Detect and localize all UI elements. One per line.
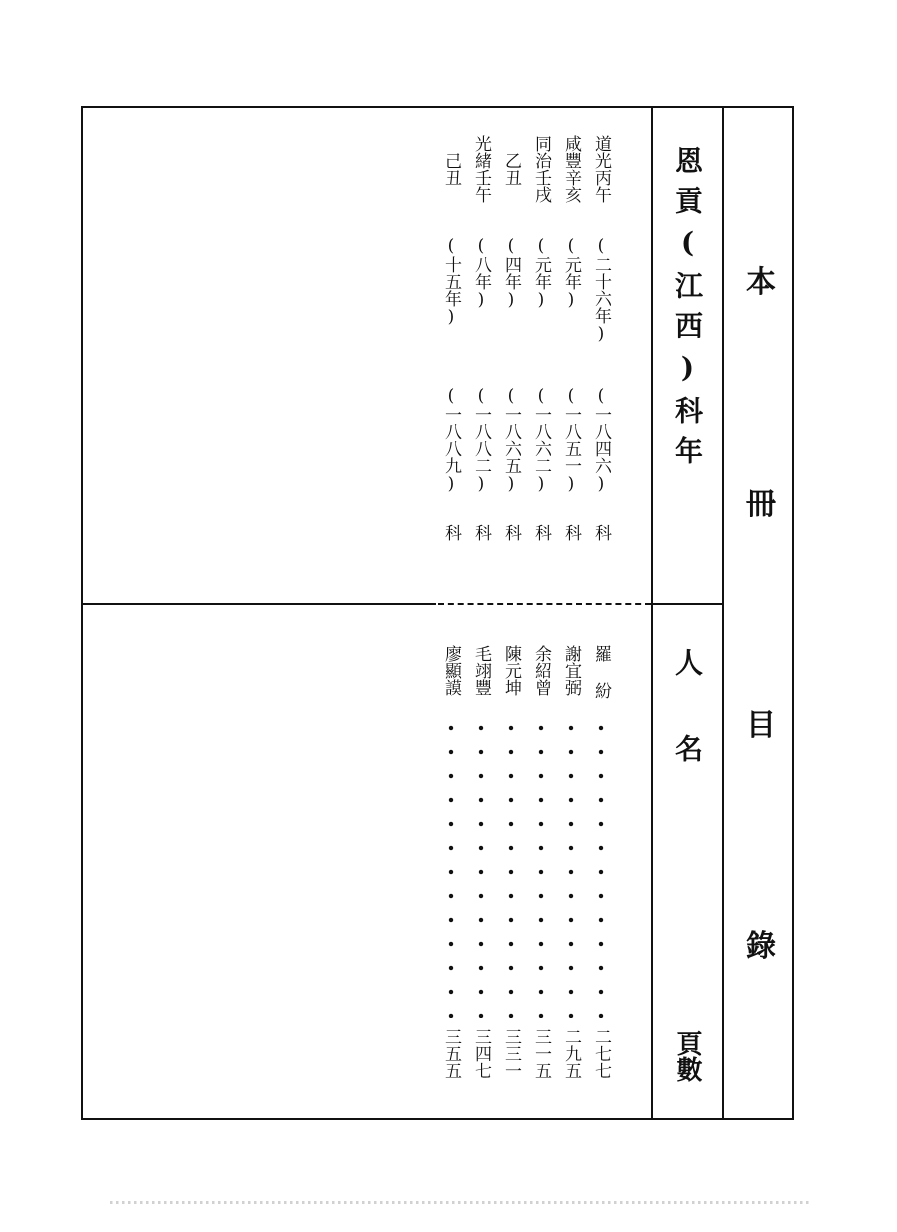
entry-western-year: (一八五一) — [561, 386, 581, 494]
header-rule — [651, 603, 722, 605]
leader-dots — [441, 716, 461, 1018]
entry-reign-year: (元年) — [531, 236, 551, 310]
entry-page-number: 三三一 — [501, 1028, 521, 1079]
entry-person-name: 謝宜弼 — [561, 645, 581, 696]
entry-page-number: 三五五 — [441, 1028, 461, 1079]
entry-era: 己丑 — [441, 135, 461, 186]
entry-western-year: (一八六五) — [501, 386, 521, 494]
title-char-1: 本 — [746, 265, 776, 300]
entry-suffix: 科 — [591, 524, 611, 541]
leader-dots — [591, 716, 611, 1018]
entry-era: 乙丑 — [501, 135, 521, 186]
scan-artifact — [110, 1201, 810, 1204]
entry-era: 道光丙午 — [591, 135, 611, 203]
entry-reign-year: (八年) — [471, 236, 491, 310]
entry-person-name: 廖顯謨 — [441, 645, 461, 696]
title-char-3: 目 — [746, 708, 776, 743]
entry-person-name: 余紹曾 — [531, 645, 551, 696]
leader-dots — [531, 716, 551, 1018]
leader-dots — [471, 716, 491, 1018]
entry-suffix: 科 — [441, 524, 461, 541]
entry-reign-year: (十五年) — [441, 236, 461, 327]
title-char-2: 冊 — [746, 487, 776, 522]
entry-reign-year: (元年) — [561, 236, 581, 310]
entry-era: 咸豐辛亥 — [561, 135, 581, 203]
entry-page-number: 二九五 — [561, 1028, 581, 1079]
section-title: 恩貢(江西)科年 — [671, 146, 704, 476]
entry-western-year: (一八八九) — [441, 386, 461, 494]
entry-western-year: (一八六二) — [531, 386, 551, 494]
entry-person-name: 陳元坤 — [501, 645, 521, 696]
entry-page-number: 三一五 — [531, 1028, 551, 1079]
entry-era: 光緒壬午 — [471, 135, 491, 203]
entry-person-name: 羅 紛 — [591, 645, 611, 699]
column-divider-header — [651, 106, 653, 1120]
page-label: 頁數 — [672, 1030, 702, 1082]
section-rule-dashed — [438, 603, 651, 605]
entry-page-number: 二七七 — [591, 1028, 611, 1079]
entry-western-year: (一八八二) — [471, 386, 491, 494]
title-char-4: 錄 — [746, 929, 776, 964]
entry-page-number: 三四七 — [471, 1028, 491, 1079]
leader-dots — [561, 716, 581, 1018]
leader-dots — [501, 716, 521, 1018]
name-label: 人名 — [671, 648, 704, 820]
entry-reign-year: (四年) — [501, 236, 521, 310]
entry-suffix: 科 — [501, 524, 521, 541]
entry-suffix: 科 — [471, 524, 491, 541]
entry-suffix: 科 — [561, 524, 581, 541]
entry-suffix: 科 — [531, 524, 551, 541]
entry-western-year: (一八四六) — [591, 386, 611, 494]
entry-era: 同治壬戌 — [531, 135, 551, 203]
section-rule — [81, 603, 436, 605]
entry-person-name: 毛翊豐 — [471, 645, 491, 696]
column-divider-title — [722, 106, 724, 1120]
entry-reign-year: (二十六年) — [591, 236, 611, 344]
